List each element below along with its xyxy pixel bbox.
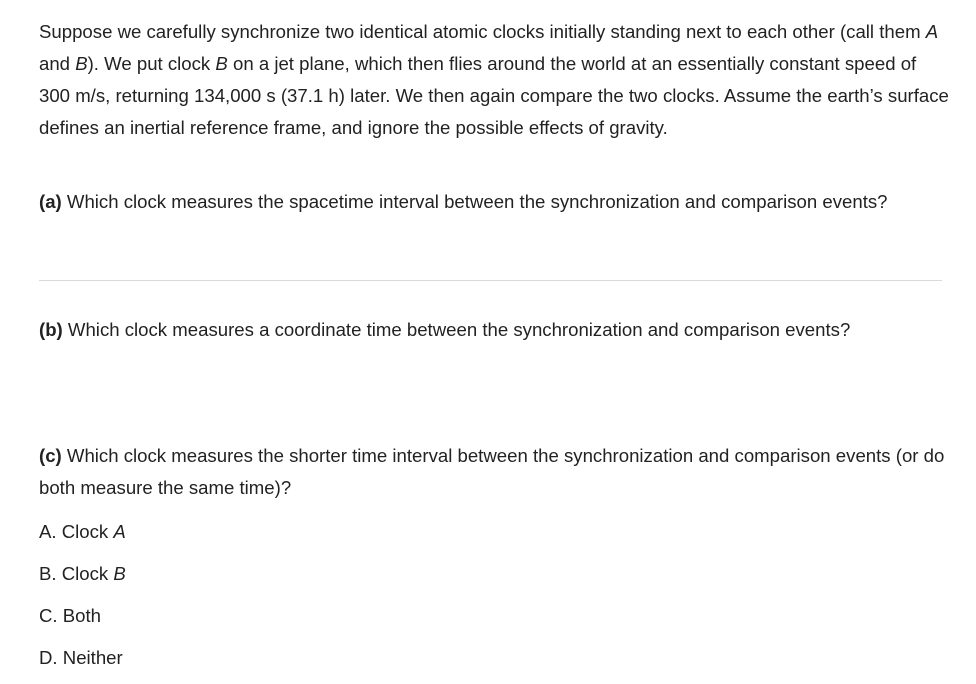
- intro-text-2: and: [39, 53, 76, 74]
- question-a-label: (a): [39, 191, 62, 212]
- question-c: [39, 440, 949, 504]
- option-b-clock-symbol: B: [113, 563, 126, 584]
- question-c-text: Which clock measures the shorter time interval between the synchronization and comparison events (or do both measure the same time)?: [39, 445, 945, 498]
- intro-text-4: on a jet plane, which then flies around the world at an essentially constant speed of 300 m/s, returning 134,000 s (37.1 h) later. We then again compare the two clocks. Assume the earth’s surface defines an inertial reference frame, and ignore the possible effects of gravity.: [39, 53, 949, 138]
- option-a-text: A. Clock: [39, 521, 114, 542]
- clock-b-symbol-2: B: [215, 53, 228, 74]
- intro-text-3: ). We put clock: [87, 53, 216, 74]
- option-d-text: D. Neither: [39, 647, 123, 668]
- option-b-text: B. Clock: [39, 563, 114, 584]
- question-b-label: (b): [39, 319, 63, 340]
- option-a[interactable]: [39, 516, 126, 548]
- option-a-clock-symbol: A: [113, 521, 126, 542]
- question-c-label: (c): [39, 445, 62, 466]
- option-d[interactable]: [39, 642, 123, 674]
- question-b-text: Which clock measures a coordinate time between the synchronization and comparison events?: [62, 319, 851, 340]
- intro-text-1: Suppose we carefully synchronize two identical atomic clocks initially standing next to each other (call them: [39, 21, 926, 42]
- question-b: [39, 314, 944, 346]
- problem-statement: [39, 16, 949, 144]
- section-divider: [39, 280, 942, 281]
- clock-b-symbol: B: [75, 53, 88, 74]
- question-a-text: Which clock measures the spacetime interval between the synchronization and comparison events?: [61, 191, 888, 212]
- question-a: [39, 186, 944, 218]
- option-b[interactable]: [39, 558, 126, 590]
- option-c-text: C. Both: [39, 605, 102, 626]
- option-c[interactable]: [39, 600, 101, 632]
- clock-a-symbol: A: [925, 21, 939, 42]
